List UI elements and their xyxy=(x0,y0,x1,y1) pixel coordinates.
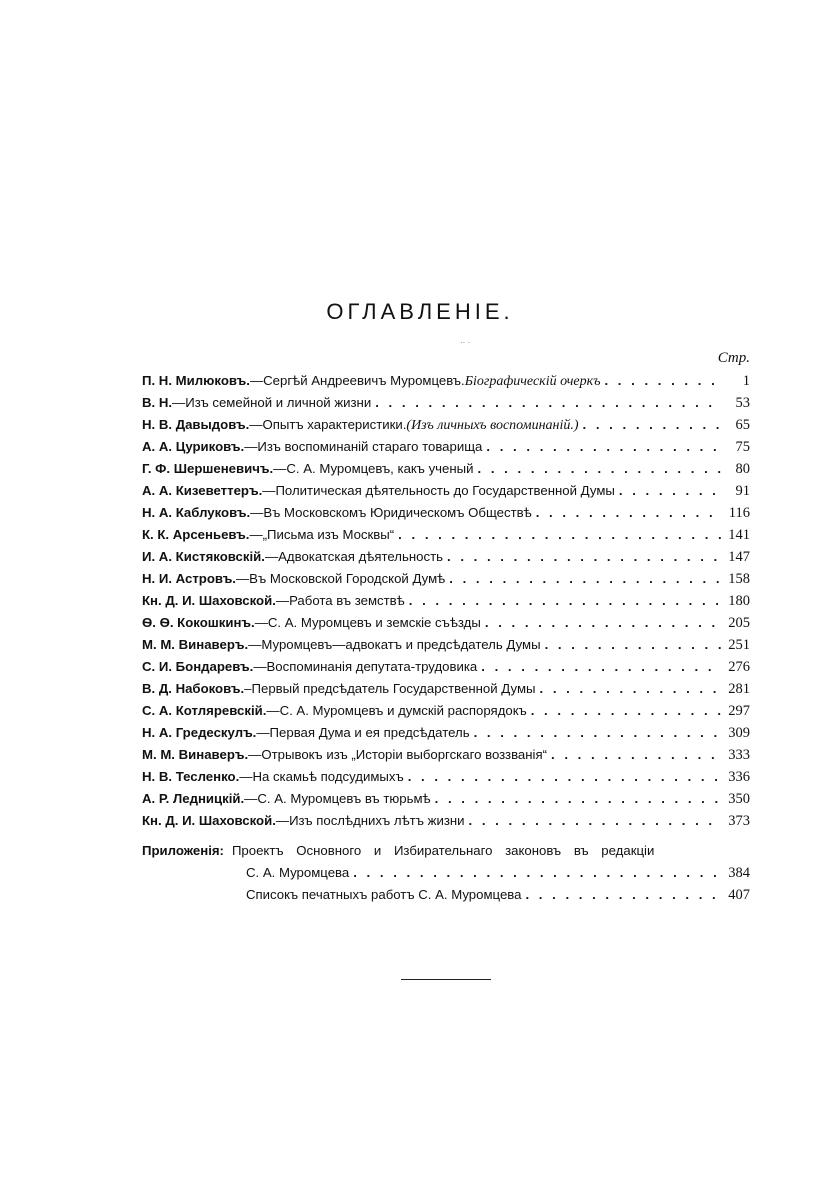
entry-page: 336 xyxy=(728,769,750,785)
entry-author: П. Н. Милюковъ. xyxy=(142,373,250,388)
entry-page: 75 xyxy=(735,439,750,455)
entry-title: Первый предсѣдатель Государственной Думы xyxy=(251,681,536,696)
toc-entry xyxy=(142,791,750,813)
leader-dots xyxy=(375,395,722,410)
closing-rule xyxy=(401,979,491,980)
toc-entry xyxy=(142,813,750,835)
entry-dash: — xyxy=(249,373,264,388)
entry-page: 350 xyxy=(728,791,750,807)
entry-dash: — xyxy=(239,769,253,784)
appendix-entry xyxy=(246,865,750,887)
entry-dash: — xyxy=(172,395,186,410)
leader-dots xyxy=(353,865,722,880)
entry-title: Муромцевъ—адвокатъ и предсѣдатель Думы xyxy=(261,637,541,652)
appendix-line3: Списокъ печатныхъ работъ С. А. Муромцева xyxy=(246,887,522,902)
toc-entry xyxy=(142,769,750,791)
toc-entry xyxy=(142,439,750,461)
entry-dash: — xyxy=(275,813,290,828)
appendix-section xyxy=(142,843,750,909)
leader-dots xyxy=(540,681,723,696)
entry-title: Изъ семейной и личной жизни xyxy=(185,395,372,410)
entry-page: 333 xyxy=(728,747,750,763)
toc-entry xyxy=(142,615,750,637)
leader-dots xyxy=(449,571,722,586)
table-of-contents xyxy=(142,373,750,835)
toc-entry xyxy=(142,395,750,417)
toc-entry xyxy=(142,725,750,747)
entry-author: В. Д. Набоковъ. xyxy=(142,681,245,696)
entry-author: А. А. Кизеветтеръ. xyxy=(142,483,263,498)
entry-page: 276 xyxy=(728,659,750,675)
entry-dash: — xyxy=(266,703,280,718)
entry-title: С. А. Муромцевъ, какъ ученый xyxy=(286,461,474,476)
entry-dash: – xyxy=(244,681,252,696)
entry-title: Первая Дума и ея предсѣдатель xyxy=(269,725,470,740)
entry-dash: — xyxy=(254,615,268,630)
appendix-page-1: 384 xyxy=(728,865,750,881)
leader-dots xyxy=(435,791,722,806)
entry-title: Отрывокъ изъ „Исторіи выборгскаго воззванія“ xyxy=(261,747,548,762)
entry-page: 116 xyxy=(728,505,750,521)
entry-author: А. А. Цуриковъ. xyxy=(142,439,245,454)
entry-author: Н. В. Давыдовъ. xyxy=(142,417,250,432)
leader-dots xyxy=(469,813,722,828)
toc-entry xyxy=(142,637,750,659)
entry-subtitle: (Изъ личныхъ воспоминаній.) xyxy=(406,418,579,433)
leader-dots xyxy=(485,615,722,630)
toc-entry xyxy=(142,747,750,769)
entry-title: Изъ воспоминаній стараго товарища xyxy=(257,439,483,454)
entry-dash: — xyxy=(249,527,263,542)
entry-page: 1 xyxy=(742,373,750,389)
entry-dash: — xyxy=(273,461,287,476)
toc-entry xyxy=(142,417,750,439)
entry-author: М. М. Винаверъ. xyxy=(142,747,249,762)
entry-dash: — xyxy=(244,439,258,454)
entry-author: Кн. Д. И. Шаховской. xyxy=(142,813,276,828)
leader-dots xyxy=(478,461,722,476)
entry-page: 141 xyxy=(728,527,750,543)
page-title: ОГЛАВЛЕНІЕ. xyxy=(326,299,514,324)
entry-author: С. А. Котляревскій. xyxy=(142,703,267,718)
toc-entry xyxy=(142,571,750,593)
toc-entry xyxy=(142,373,750,395)
entry-page: 180 xyxy=(728,593,750,609)
entry-title: Работа въ земствѣ xyxy=(289,593,405,608)
entry-page: 281 xyxy=(728,681,750,697)
entry-page: 251 xyxy=(728,637,750,653)
leader-dots xyxy=(536,505,722,520)
entry-page: 80 xyxy=(735,461,750,477)
entry-author: Н. А. Гредескулъ. xyxy=(142,725,257,740)
entry-title: С. А. Муромцевъ въ тюрьмѣ xyxy=(257,791,431,806)
entry-page: 91 xyxy=(735,483,750,499)
toc-entry xyxy=(142,659,750,681)
toc-entry xyxy=(142,703,750,725)
leader-dots xyxy=(551,747,722,762)
leader-dots xyxy=(583,417,722,432)
entry-title: Политическая дѣятельность до Государственной Думы xyxy=(275,483,615,498)
entry-dash: — xyxy=(262,483,276,498)
entry-title: Изъ послѣднихъ лѣтъ жизни xyxy=(289,813,465,828)
entry-subtitle: Біографическій очеркъ xyxy=(464,374,601,389)
entry-dash: — xyxy=(256,725,270,740)
toc-entry xyxy=(142,483,750,505)
appendix-page-2: 407 xyxy=(728,887,750,903)
leader-dots xyxy=(398,527,722,542)
entry-author: Ѳ. Ѳ. Кокошкинъ. xyxy=(142,615,255,630)
entry-dash: — xyxy=(275,593,290,608)
entry-page: 297 xyxy=(728,703,750,719)
entry-author: Г. Ф. Шершеневичъ. xyxy=(142,461,274,476)
entry-title: Въ Московской Городской Думѣ xyxy=(249,571,446,586)
entry-dash: — xyxy=(264,549,279,564)
title-ornament: ·· · xyxy=(460,338,471,347)
entry-dash: — xyxy=(249,417,263,432)
entry-author: М. М. Винаверъ. xyxy=(142,637,249,652)
appendix-entry xyxy=(246,887,750,909)
leader-dots xyxy=(545,637,722,652)
entry-title: С. А. Муромцевъ и думскій распорядокъ xyxy=(279,703,527,718)
entry-author: К. К. Арсеньевъ. xyxy=(142,527,250,542)
page-column-label: Стр. xyxy=(717,350,750,366)
entry-author: Н. А. Каблуковъ. xyxy=(142,505,251,520)
entry-dash: — xyxy=(244,791,258,806)
toc-entry xyxy=(142,505,750,527)
leader-dots xyxy=(486,439,722,454)
entry-title: Сергѣй Андреевичъ Муромцевъ. xyxy=(263,373,465,388)
entry-dash: — xyxy=(250,505,264,520)
toc-entry xyxy=(142,681,750,703)
leader-dots xyxy=(474,725,722,740)
entry-dash: — xyxy=(248,637,262,652)
entry-page: 205 xyxy=(728,615,750,631)
entry-title: Адвокатская дѣятельность xyxy=(278,549,443,564)
toc-entry xyxy=(142,461,750,483)
entry-author: Н. И. Астровъ. xyxy=(142,571,236,586)
leader-dots xyxy=(481,659,722,674)
appendix-line1: Проектъ Основного и Избирательнаго законовъ въ редакціи xyxy=(231,843,655,858)
entry-title: Воспоминанія депутата-трудовика xyxy=(266,659,478,674)
entry-dash: — xyxy=(253,659,267,674)
entry-author: А. Р. Ледницкій. xyxy=(142,791,245,806)
leader-dots xyxy=(531,703,722,718)
entry-title: Въ Московскомъ Юридическомъ Обществѣ xyxy=(263,505,532,520)
toc-entry xyxy=(142,593,750,615)
leader-dots xyxy=(525,887,722,902)
entry-page: 158 xyxy=(728,571,750,587)
leader-dots xyxy=(409,593,722,608)
entry-dash: — xyxy=(248,747,262,762)
appendix-header-row xyxy=(142,843,750,865)
leader-dots xyxy=(619,483,722,498)
leader-dots xyxy=(604,373,722,388)
leader-dots xyxy=(447,549,722,564)
appendix-label: Приложенія: xyxy=(142,843,224,858)
entry-author: В. Н. xyxy=(142,395,173,410)
entry-page: 373 xyxy=(728,813,750,829)
entry-author: Н. В. Тесленко. xyxy=(142,769,240,784)
entry-page: 309 xyxy=(728,725,750,741)
toc-entry xyxy=(142,549,750,571)
appendix-line2: С. А. Муромцева xyxy=(246,865,350,880)
toc-entry xyxy=(142,527,750,549)
entry-title: „Письма изъ Москвы“ xyxy=(262,527,395,542)
entry-author: Кн. Д. И. Шаховской. xyxy=(142,593,276,608)
entry-title: Опытъ характеристики. xyxy=(262,417,407,432)
entry-author: С. И. Бондаревъ. xyxy=(142,659,254,674)
entry-dash: — xyxy=(235,571,250,586)
leader-dots xyxy=(408,769,722,784)
entry-title: На скамьѣ подсудимыхъ xyxy=(252,769,404,784)
entry-page: 53 xyxy=(735,395,750,411)
entry-page: 147 xyxy=(728,549,750,565)
entry-author: И. А. Кистяковскій. xyxy=(142,549,265,564)
entry-page: 65 xyxy=(735,417,750,433)
entry-title: С. А. Муромцевъ и земскіе съѣзды xyxy=(267,615,481,630)
